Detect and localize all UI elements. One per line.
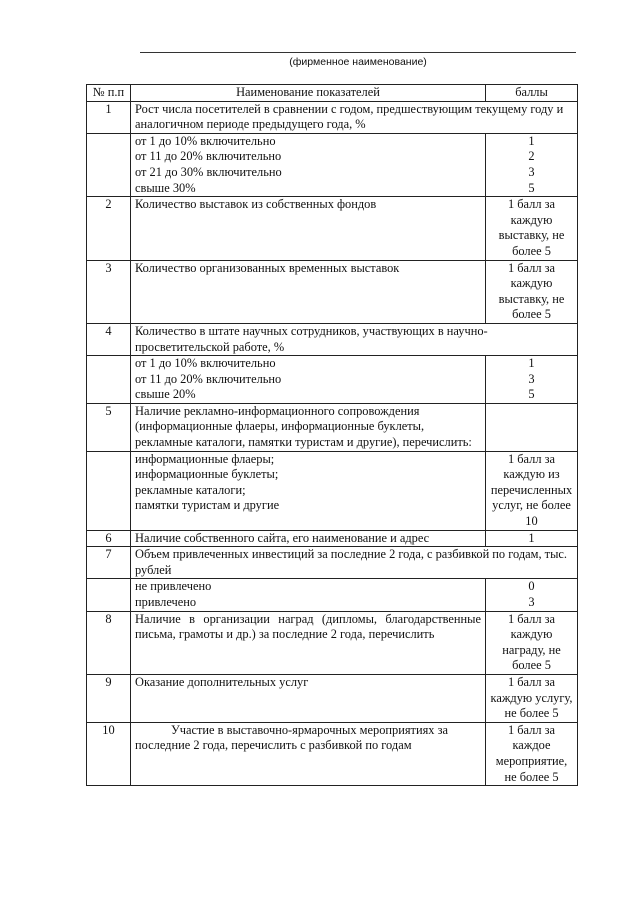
row-options (131, 451, 486, 530)
row-title: Количество в штате научных сотрудников, участвующих в научно-просветительской работе, % (131, 323, 578, 355)
points-value: 1 (528, 356, 535, 371)
row-number: 2 (87, 197, 131, 260)
row-title: Наличие рекламно-информационного сопровождения (информационные флаеры, информационные буклеты, рекламные каталоги, памятки туристам и другие), перечислить: (131, 403, 486, 451)
row-number: 10 (87, 722, 131, 785)
row-number: 9 (87, 674, 131, 722)
empty-cell (87, 451, 131, 530)
organization-name-field (140, 52, 576, 68)
table-row (87, 611, 578, 674)
row-title: Наличие собственного сайта, его наименование и адрес (131, 530, 486, 547)
table-row (87, 530, 578, 547)
option-item: привлечено (135, 595, 197, 609)
points-value: 5 (528, 180, 535, 195)
row-title: Рост числа посетителей в сравнении с годом, предшествующим текущему году и аналогичном периоде предыдущего года, % (131, 101, 578, 133)
row-options (131, 579, 486, 611)
table-row (87, 403, 578, 451)
row-options (131, 356, 486, 404)
empty-cell (87, 133, 131, 196)
table-row (87, 260, 578, 323)
row-number: 6 (87, 530, 131, 547)
row-title: Оказание дополнительных услуг (131, 674, 486, 722)
option-item: памятки туристам и другие (135, 498, 280, 513)
row-number: 3 (87, 260, 131, 323)
table-row (87, 722, 578, 785)
row-title: Количество выставок из собственных фондов (131, 197, 486, 260)
option-item: от 1 до 10% включительно (135, 356, 276, 371)
option-item: не привлечено (135, 579, 212, 594)
name-caption: (фирменное наименование) (289, 56, 427, 68)
option-item: рекламные каталоги; (135, 482, 246, 497)
row-points: 1 (486, 530, 578, 547)
option-item: от 11 до 20% включительно (135, 149, 282, 164)
points-value: 3 (528, 595, 535, 609)
option-item: от 21 до 30% включительно (135, 164, 282, 179)
table-header-row (87, 85, 578, 102)
option-item: от 1 до 10% включительно (135, 133, 276, 148)
row-points: 1 балл за каждую награду, не более 5 (486, 611, 578, 674)
row-number: 5 (87, 403, 131, 451)
table-row (87, 197, 578, 260)
table-row (87, 356, 578, 404)
row-points: 1 балл за каждую из перечисленных услуг, не более 10 (486, 451, 578, 530)
row-points (486, 133, 578, 196)
row-points (486, 579, 578, 611)
table-row (87, 101, 578, 133)
col-header-points: баллы (486, 85, 578, 102)
points-value: 5 (528, 387, 535, 402)
option-item: свыше 20% (135, 387, 196, 402)
points-value: 3 (528, 371, 535, 386)
empty-cell (87, 579, 131, 611)
option-item: свыше 30% (135, 180, 196, 195)
table-row (87, 579, 578, 611)
row-options (131, 133, 486, 196)
option-item: информационные флаеры; (135, 451, 275, 466)
row-title: Количество организованных временных выставок (131, 260, 486, 323)
option-item: от 11 до 20% включительно (135, 371, 282, 386)
points-value: 1 (528, 133, 535, 148)
empty-cell (87, 356, 131, 404)
col-header-num: № п.п (87, 85, 131, 102)
row-number: 1 (87, 101, 131, 133)
points-value: 2 (528, 149, 535, 164)
points-value: 3 (528, 164, 535, 179)
table-row (87, 133, 578, 196)
row-points: 1 балл за каждую выставку, не более 5 (486, 197, 578, 260)
points-value: 0 (528, 579, 535, 594)
row-points: 1 балл за каждую выставку, не более 5 (486, 260, 578, 323)
row-points: 1 балл за каждое мероприятие, не более 5 (486, 722, 578, 785)
empty-cell (486, 403, 578, 451)
row-number: 4 (87, 323, 131, 355)
table-row (87, 451, 578, 530)
row-title: Объем привлеченных инвестиций за последние 2 года, с разбивкой по годам, тыс. рублей (131, 547, 578, 579)
criteria-table (86, 84, 578, 786)
table-row (87, 323, 578, 355)
row-title: Наличие в организации наград (дипломы, благодарственные письма, грамоты и др.) за последние 2 года, перечислить (131, 611, 486, 674)
option-item: информационные буклеты; (135, 467, 279, 482)
row-number: 7 (87, 547, 131, 579)
col-header-name: Наименование показателей (131, 85, 486, 102)
row-number: 8 (87, 611, 131, 674)
name-underline (140, 52, 576, 53)
row-points: 1 балл за каждую услугу, не более 5 (486, 674, 578, 722)
row-points (486, 356, 578, 404)
table-row (87, 674, 578, 722)
table-row (87, 547, 578, 579)
row-title: Участие в выставочно-ярмарочных мероприятиях за последние 2 года, перечислить с разбивкой по годам (131, 722, 486, 785)
